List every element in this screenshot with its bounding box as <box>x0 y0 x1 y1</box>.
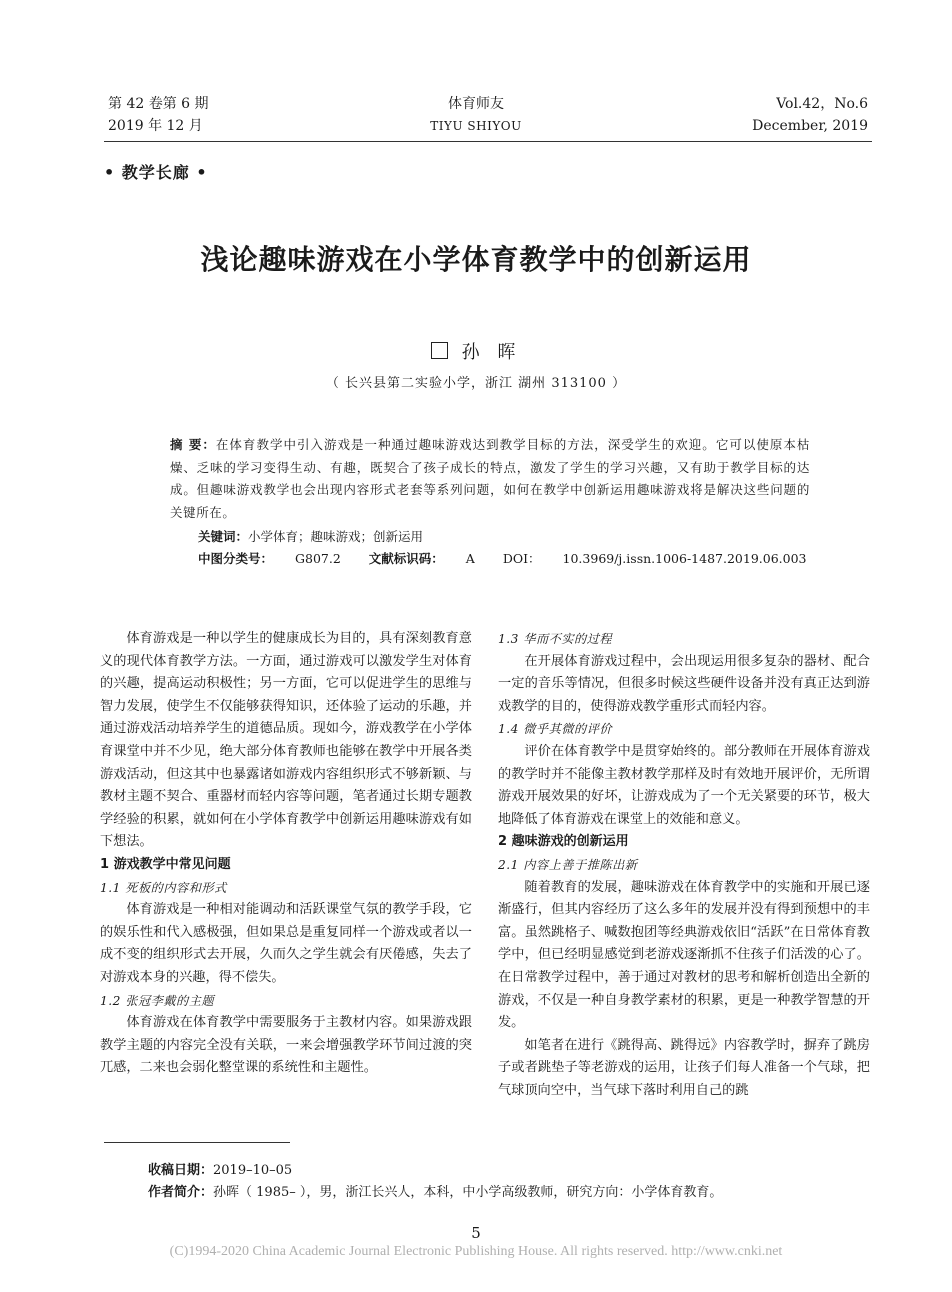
abstract-label: 摘 要： <box>170 437 216 452</box>
clc-label: 中图分类号： <box>198 551 274 566</box>
subsection-heading-1-3: 1.3 华而不实的过程 <box>498 632 613 646</box>
paragraph-1-2: 体育游戏在体育教学中需要服务于主教材内容。如果游戏跟教学主题的内容完全没有关联，一来会增强教学环节间过渡的突兀感，二来也会弱化整堂课的系统性和主题性。 <box>100 1015 472 1076</box>
journal-name: 体育师友 <box>448 96 504 112</box>
body-column-left <box>100 628 472 1080</box>
article-title: 浅论趣味游戏在小学体育教学中的创新运用 <box>200 243 752 276</box>
author-bio-value: 孙晖（ 1985– ），男，浙江长兴人，本科，中小学高级教师，研究方向：小学体育教育。 <box>213 1185 723 1200</box>
footnote-received <box>148 1160 292 1182</box>
doi-value: 10.3969/j.issn.1006-1487.2019.06.003 <box>562 551 807 566</box>
doi-label: DOI： <box>502 551 541 566</box>
classification-line <box>198 548 806 570</box>
volume-issue-en: Vol.42，No.6 <box>776 96 868 112</box>
paragraph-1-3: 在开展体育游戏过程中，会出现运用很多复杂的器材、配合一定的音乐等情况，但很多时候这些硬件设备并没有真正达到游戏教学的目的，使得游戏教学重形式而轻内容。 <box>498 653 870 714</box>
footnote-author <box>148 1182 722 1204</box>
journal-name-pinyin: TIYU SHIYOU <box>430 119 522 133</box>
keywords-text: 小学体育；趣味游戏；创新运用 <box>248 529 424 544</box>
abstract <box>170 434 810 524</box>
header-rule <box>104 141 872 142</box>
keywords <box>198 526 423 548</box>
section-heading-2: 2 趣味游戏的创新运用 <box>498 834 629 850</box>
issue-date-en: December, 2019 <box>752 118 868 134</box>
running-header-right <box>752 93 868 137</box>
subsection-heading-1-1: 1.1 死板的内容和形式 <box>100 880 227 895</box>
doc-code-label: 文献标识码： <box>368 551 444 566</box>
paragraph-2-1b: 如笔者在进行《跳得高、跳得远》内容教学时，摒弃了跳房子或者跳垫子等老游戏的运用，让孩子们每人准备一个气球，把气球顶向空中，当气球下落时利用自己的跳 <box>498 1037 870 1098</box>
volume-issue: 第 42 卷第 6 期 <box>108 96 209 112</box>
received-value: 2019–10–05 <box>213 1163 293 1178</box>
author-line <box>0 338 952 364</box>
keywords-label: 关键词： <box>198 529 249 544</box>
issue-date: 2019 年 12 月 <box>108 118 203 134</box>
paragraph-1-1: 体育游戏是一种相对能调动和活跃课堂气氛的教学手段，它的娱乐性和代入感极强，但如果总是重复同样一个游戏或者以一成不变的组织形式去开展，久而久之学生就会有厌倦感，失去了对游戏本身的兴趣，得不偿失。 <box>100 902 472 985</box>
paragraph-1-4: 评价在体育教学中是贯穿始终的。部分教师在开展体育游戏的教学时并不能像主教材教学那样及时有效地开展评价，无所谓游戏开展效果的好坏，让游戏成为了一个无关紧要的环节，极大地降低了体育游戏在课堂上的效能和意义。 <box>498 743 870 827</box>
received-label: 收稿日期： <box>148 1163 214 1178</box>
subsection-heading-2-1: 2.1 内容上善于推陈出新 <box>498 857 638 872</box>
doi <box>503 551 807 566</box>
copyright-notice: (C)1994-2020 China Academic Journal Electronic Publishing House. All rights reserved. http://www.cnki.net <box>169 1244 783 1259</box>
subsection-heading-1-2: 1.2 张冠李戴的主题 <box>100 993 215 1008</box>
footnote-rule <box>104 1142 290 1143</box>
section-heading-1: 1 游戏教学中常见问题 <box>100 856 231 872</box>
abstract-text: 在体育教学中引入游戏是一种通过趣味游戏达到教学目标的方法，深受学生的欢迎。它可以使原本枯燥、乏味的学习变得生动、有趣，既契合了孩子成长的特点，激发了学生的学习兴趣，又有助于教学目标的达成。但趣味游戏教学也会出现内容形式老套等系列问题，如何在教学中创新运用趣味游戏将是解决这些问题的关键所在。 <box>170 437 810 520</box>
author-name: 孙 晖 <box>461 342 522 363</box>
doc-code <box>369 551 475 566</box>
body-column-right <box>498 628 870 1102</box>
author-box-icon <box>431 342 448 359</box>
subsection-heading-1-4: 1.4 微乎其微的评价 <box>498 722 613 737</box>
column-label: • 教学长廊 • <box>104 163 208 182</box>
paragraph-2-1a: 随着教育的发展，趣味游戏在体育教学中的实施和开展已逐渐盛行，但其内容经历了这么多年的发展并没有得到预想中的丰富。虽然跳格子、喊数抱团等经典游戏依旧“活跃”在日常体育教学中，但已经明显感觉到老游戏逐渐抓不住孩子们活泼的心了。在日常教学过程中，善于通过对教材的思考和解析创造出全新的游戏，不仅是一种自身教学素材的积累，更是一种教学智慧的开发。 <box>498 879 870 1031</box>
clc-value: G807.2 <box>295 551 341 566</box>
clc <box>198 551 341 566</box>
author-bio-label: 作者简介： <box>148 1185 214 1200</box>
intro-paragraph: 体育游戏是一种以学生的健康成长为目的，具有深刻教育意义的现代体育教学方法。一方面，通过游戏可以激发学生对体育的兴趣，提高运动积极性；另一方面，它可以促进学生的思维与智力发展，使学生不仅能够获得知识，还体验了运动的乐趣，并通过游戏活动培养学生的道德品质。现如今，游戏教学在小学体育课堂中并不少见，绝大部分体育教师也能够在教学中开展各类游戏活动，但这其中也暴露诸如游戏内容组织形式不够新颖、与教材主题不契合、重器材而轻内容等问题，笔者通过长期专题教学经验的积累，就如何在小学体育教学中创新运用趣味游戏有如下想法。 <box>100 631 472 850</box>
doc-code-value: A <box>465 551 475 566</box>
page-number: 5 <box>471 1224 481 1242</box>
affiliation: （ 长兴县第二实验小学，浙江 湖州 313100 ） <box>325 376 627 391</box>
